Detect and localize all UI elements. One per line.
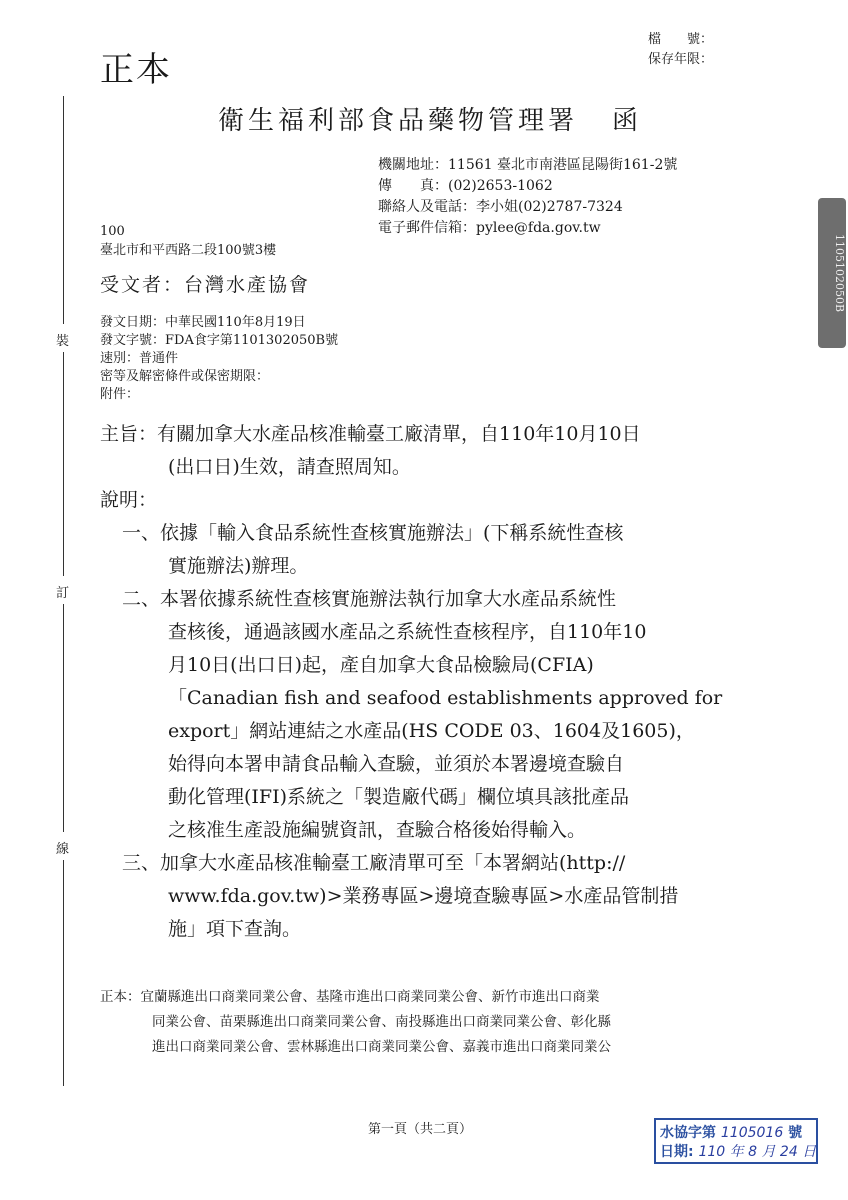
receipt-number-label: 水協字第 <box>660 1125 716 1141</box>
receipt-number-value: 1105016 <box>720 1125 784 1141</box>
document-number: 發文字號：FDA食字第1101302050B號 <box>100 333 339 348</box>
item-number: 三、 <box>122 852 161 874</box>
binding-mark-top: 裝 <box>56 334 70 349</box>
item-line: 月10日(出口日)起，產自加拿大食品檢驗局(CFIA) <box>168 654 594 676</box>
document-title <box>218 100 642 137</box>
receipt-stamp <box>654 1118 818 1164</box>
copies-text: 同業公會、苗栗縣進出口商業同業公會、南投縣進出口商業同業公會、彰化縣 <box>152 1014 611 1030</box>
copy-type-label: 正本 <box>100 50 172 90</box>
binding-line <box>44 96 74 1086</box>
page-number: 第一頁（共二頁） <box>368 1122 473 1137</box>
explanation-item-3 <box>100 847 750 880</box>
receipt-number-suffix: 號 <box>788 1125 803 1141</box>
item-line: 本署依據系統性查核實施辦法執行加拿大水產品系統性 <box>160 588 617 610</box>
item-line: 「Canadian fish and seafood establishments approved for <box>168 687 723 709</box>
binding-mark-middle: 訂 <box>56 586 70 601</box>
subject-line-1 <box>100 418 750 451</box>
document-body <box>100 418 750 946</box>
item-line: 查核後，通過該國水產品之系統性查核程序，自110年10 <box>168 621 647 643</box>
copies-text: 宜蘭縣進出口商業同業公會、基隆市進出口商業同業公會、新竹市進出口商業 <box>140 989 600 1005</box>
item-line: 加拿大水產品核准輸臺工廠清單可至「本署網站(http:// <box>160 852 626 874</box>
file-number-label: 檔 號： <box>648 32 714 47</box>
copies-line-1 <box>100 985 750 1010</box>
agency-address: 機關地址：11561 臺北市南港區昆陽街161-2號 <box>378 157 678 173</box>
subject-line-2: (出口日)生效，請查照周知。 <box>168 456 411 478</box>
contact-person: 聯絡人及電話：李小姐(02)2787-7324 <box>378 199 623 215</box>
item-number: 一、 <box>122 522 161 544</box>
attachment: 附件： <box>100 387 140 402</box>
fax-number: 傳 真：(02)2653-1062 <box>378 178 553 194</box>
receipt-number-row <box>660 1122 802 1142</box>
binding-dash <box>63 604 64 832</box>
subject-text-1: 有關加拿大水產品核准輸臺工廠清單，自110年10月10日 <box>157 423 641 445</box>
delivery-speed: 速別：普通件 <box>100 351 179 366</box>
postal-code: 100 <box>100 224 125 239</box>
binding-dash <box>63 96 64 324</box>
explanation-item-2 <box>100 583 750 616</box>
document-type: 函 <box>612 106 643 136</box>
contact-block <box>378 155 677 239</box>
receipt-date-value: 110 年 8 月 24 日 <box>698 1144 817 1160</box>
item-line: 動化管理(IFI)系統之「製造廠代碼」欄位填具該批產品 <box>168 786 630 808</box>
file-number-block <box>648 30 713 70</box>
copies-text: 進出口商業同業公會、雲林縣進出口商業同業公會、嘉義市進出口商業同業公 <box>152 1039 611 1055</box>
copies-label: 正本： <box>100 989 141 1005</box>
receipt-date-label: 日期: <box>660 1144 694 1160</box>
document-meta <box>100 314 338 404</box>
side-received-stamp <box>818 198 846 348</box>
retention-period-label: 保存年限： <box>648 52 714 67</box>
explanation-item-1 <box>100 517 750 550</box>
street-address: 臺北市和平西路二段100號3樓 <box>100 243 277 258</box>
item-line: 依據「輸入食品系統性查核實施辦法」(下稱系統性查核 <box>160 522 624 544</box>
receipt-date-row <box>660 1141 816 1161</box>
classification: 密等及解密條件或保密期限： <box>100 369 270 384</box>
item-line: 始得向本署申請食品輸入查驗，並須於本署邊境查驗自 <box>168 753 625 775</box>
side-stamp-text: 1105102050B <box>833 233 846 313</box>
item-line: 之核准生產設施編號資訊，查驗合格後始得輸入。 <box>168 819 587 841</box>
copies-block <box>100 985 750 1060</box>
item-line: 施」項下查詢。 <box>168 918 302 940</box>
email-address: 電子郵件信箱：pylee@fda.gov.tw <box>378 220 601 236</box>
explanation-label: 說明： <box>100 489 158 511</box>
binding-mark-bottom: 線 <box>56 842 70 857</box>
item-line: www.fda.gov.tw)>業務專區>邊境查驗專區>水產品管制措 <box>168 885 679 907</box>
item-line: 實施辦法)辦理。 <box>168 555 309 577</box>
recipient: 受文者：台灣水產協會 <box>100 274 311 296</box>
recipient-address <box>100 222 276 260</box>
item-line: export」網站連結之水產品(HS CODE 03、1604及1605)， <box>168 720 695 742</box>
binding-dash <box>63 860 64 1086</box>
issue-date: 發文日期：中華民國110年8月19日 <box>100 315 306 330</box>
item-number: 二、 <box>122 588 161 610</box>
agency-name: 衛生福利部食品藥物管理署 <box>218 106 579 136</box>
binding-dash <box>63 352 64 576</box>
subject-label: 主旨： <box>100 423 158 445</box>
